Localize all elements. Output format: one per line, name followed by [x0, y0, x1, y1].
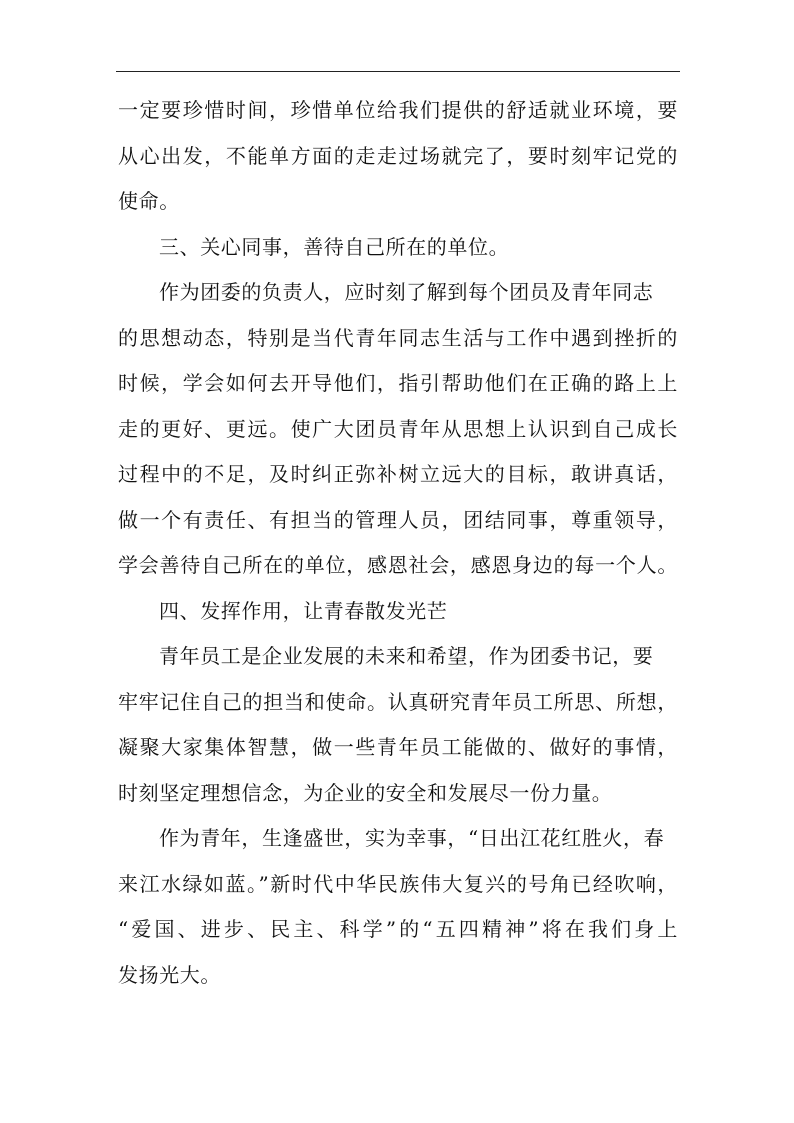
text-line: 过程中的不足，及时纠正弥补树立远大的目标，敢讲真话， [118, 462, 678, 486]
text-line: 一定要珍惜时间，珍惜单位给我们提供的舒适就业环境，要 [118, 98, 678, 122]
text-line: 学会善待自己所在的单位，感恩社会，感恩身边的每一个人。 [118, 553, 678, 577]
section-heading: 四、发挥作用，让青春散发光芒 [159, 598, 448, 623]
text-line: 时刻坚定理想信念，为企业的安全和发展尽一份力量。 [118, 780, 613, 805]
section-heading: 三、关心同事，善待自己所在的单位。 [159, 234, 510, 259]
text-line: 凝聚大家集体智慧，做一些青年员工能做的、做好的事情， [118, 735, 678, 759]
text-line: 发扬光大。 [118, 962, 221, 987]
text-line: 的思想动态，特别是当代青年同志生活与工作中遇到挫折的 [118, 325, 678, 350]
text-line: 牢牢记住自己的担当和使命。认真研究青年员工所思、所想， [118, 689, 678, 714]
text-line: 使命。 [118, 189, 180, 213]
text-line: 作为青年，生逢盛世，实为幸事，“日出江花红胜火，春 [159, 826, 665, 850]
text-line: 作为团委的负责人，应时刻了解到每个团员及青年同志 [159, 280, 654, 304]
header-rule [116, 71, 680, 72]
text-line: 时候，学会如何去开导他们，指引帮助他们在正确的路上上 [118, 371, 678, 395]
text-line: 走的更好、更远。使广大团员青年从思想上认识到自己成长 [118, 416, 678, 441]
text-line: 从心出发，不能单方面的走走过场就完了，要时刻牢记党的 [118, 143, 678, 168]
text-line: 青年员工是企业发展的未来和希望，作为团委书记，要 [159, 644, 654, 668]
text-line: 来江水绿如蓝。”新时代中华民族伟大复兴的号角已经吹响， [118, 871, 678, 896]
document-body [118, 88, 682, 998]
text-line: “爱国、进步、民主、科学”的“五四精神”将在我们身上 [118, 917, 678, 941]
text-line: 做一个有责任、有担当的管理人员，团结同事，尊重领导， [118, 507, 678, 532]
